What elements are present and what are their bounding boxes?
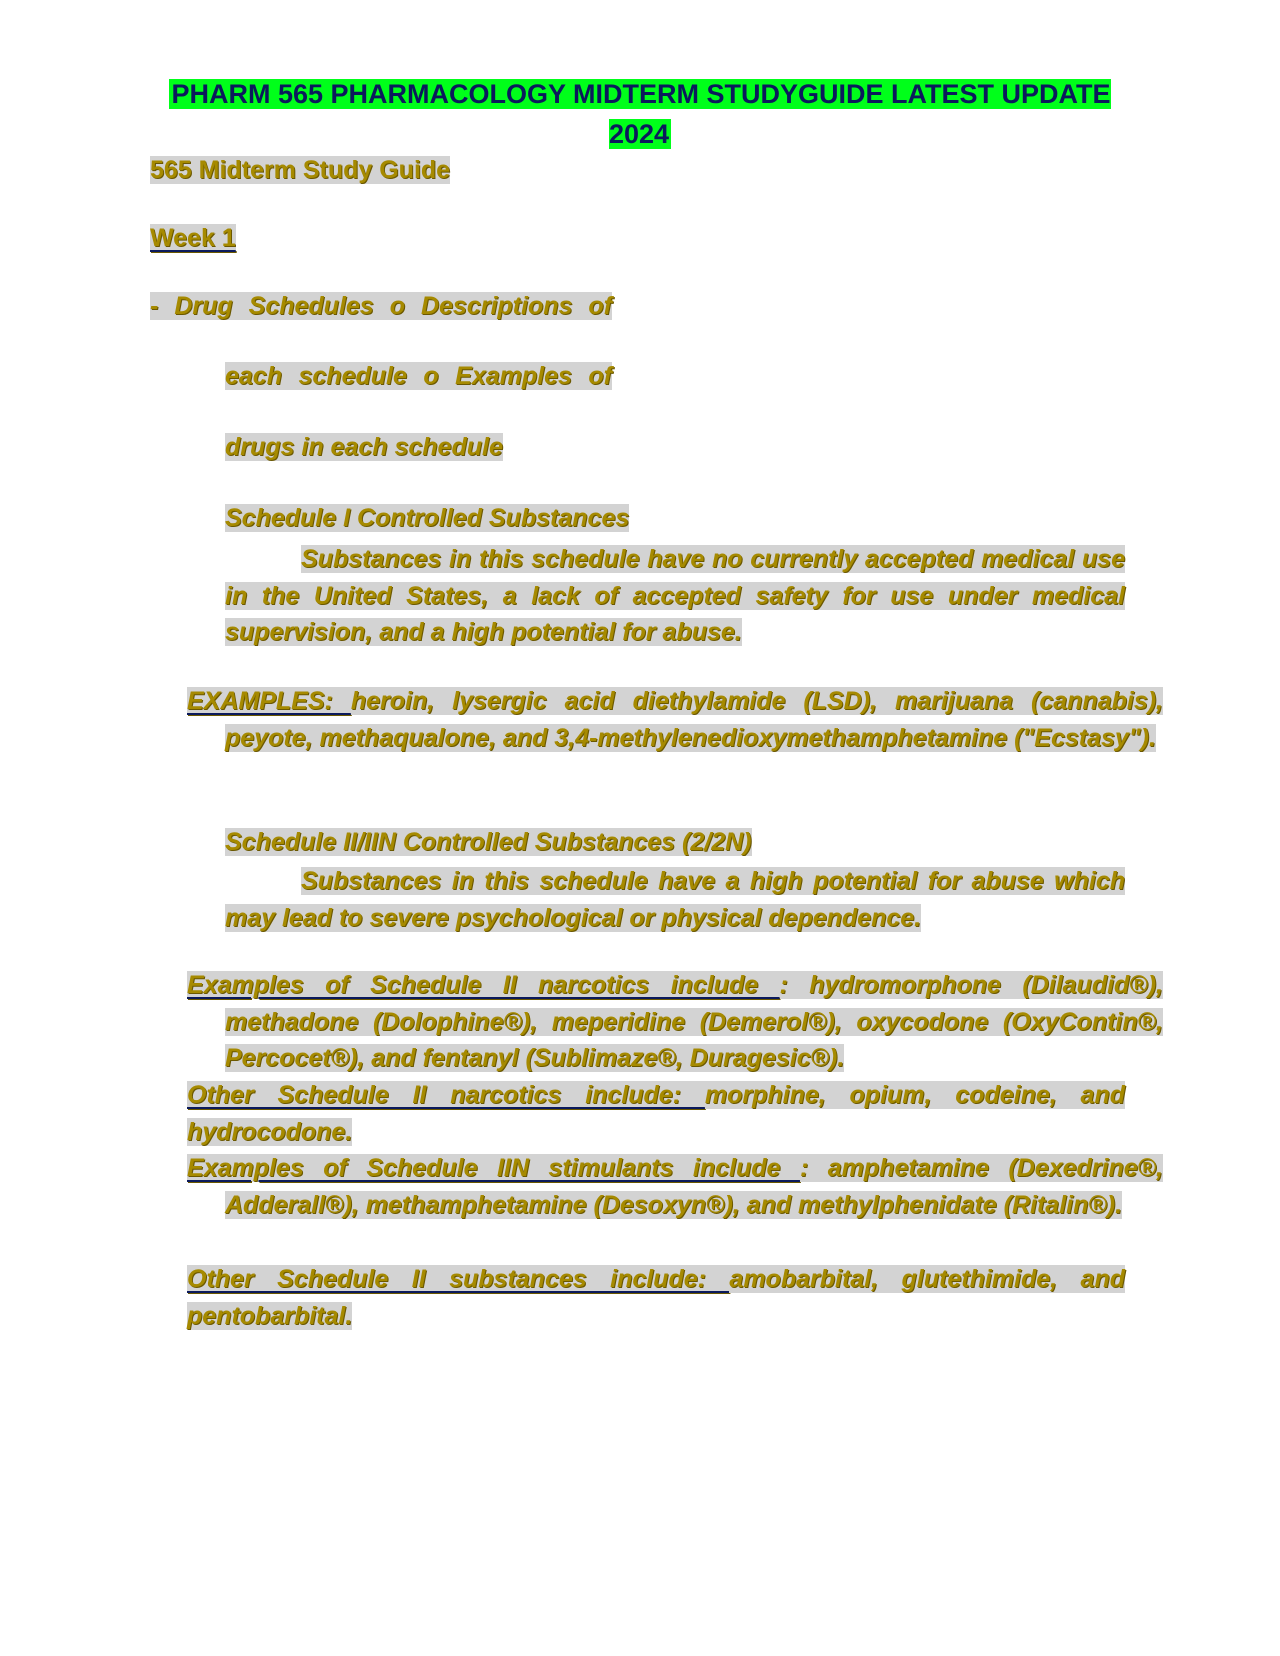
schedule1-heading: [225, 500, 629, 536]
other-narcotics-label: Other Schedule II narcotics include:: [187, 1081, 705, 1109]
subtitle-text: 565 Midterm Study Guide: [150, 156, 451, 184]
intro-line-1-text: - Drug Schedules o Descriptions of: [150, 292, 612, 320]
other-substances-text: amobarbital, glutethimide, and pentobarbital.: [187, 1265, 1125, 1330]
schedule2-heading-text: Schedule II/IIN Controlled Substances (2/2N): [225, 828, 752, 856]
intro-line-3: [225, 429, 503, 465]
schedule1-description: [225, 541, 1125, 651]
schedule1-description-text: Substances in this schedule have no currently accepted medical use in the United States, a lack of accepted safety for use under medical supervision, and a high potential for abuse.: [225, 545, 1125, 646]
schedule2-description: [225, 863, 1125, 936]
schedule1-heading-text: Schedule I Controlled Substances: [225, 504, 630, 532]
schedule1-examples-label: EXAMPLES:: [187, 687, 351, 715]
stimulants-examples-label: Examples of Schedule IIN stimulants include: [187, 1154, 800, 1182]
schedule2-other-narcotics: [187, 1077, 1125, 1150]
intro-line-3-text: drugs in each schedule: [225, 433, 503, 461]
schedule2-narcotics-examples: [187, 967, 1163, 1077]
schedule1-examples: [187, 683, 1163, 756]
schedule2-description-text: Substances in this schedule have a high potential for abuse which may lead to severe psychological or physical dependence.: [225, 867, 1125, 932]
other-substances-label: Other Schedule II substances include:: [187, 1265, 730, 1293]
intro-line-2: [225, 358, 612, 394]
document-title: [150, 74, 1130, 154]
intro-line-2-text: each schedule o Examples of: [225, 362, 612, 390]
week-heading-text: Week 1: [150, 224, 236, 252]
other-narcotics-text: morphine, opium, codeine, and hydrocodone.: [187, 1081, 1125, 1146]
narcotics-examples-text: : hydromorphone (Dilaudid®), methadone (Dolophine®), meperidine (Demerol®), oxycodone (OxyContin®, Percocet®), and fentanyl (Sublimaze®, Duragesic®).: [225, 971, 1163, 1072]
schedule2-stimulants-examples: [187, 1150, 1163, 1223]
study-guide-subtitle: [150, 152, 450, 188]
schedule1-examples-text: heroin, lysergic acid diethylamide (LSD), marijuana (cannabis), peyote, methaqualone, and 3,4-methylenedioxymethamphetamine ("Ecstasy").: [225, 687, 1163, 752]
narcotics-examples-label: Examples of Schedule II narcotics include: [187, 971, 780, 999]
document-title-text: PHARM 565 PHARMACOLOGY MIDTERM STUDYGUIDE LATEST UPDATE 2024: [171, 79, 1111, 149]
intro-line-1: [150, 288, 612, 324]
week-heading: [150, 220, 236, 256]
stimulants-examples-text: : amphetamine (Dexedrine®, Adderall®), methamphetamine (Desoxyn®), and methylphenidate (Ritalin®).: [225, 1154, 1164, 1219]
schedule2-heading: [225, 824, 752, 860]
schedule2-other-substances: [187, 1261, 1125, 1334]
